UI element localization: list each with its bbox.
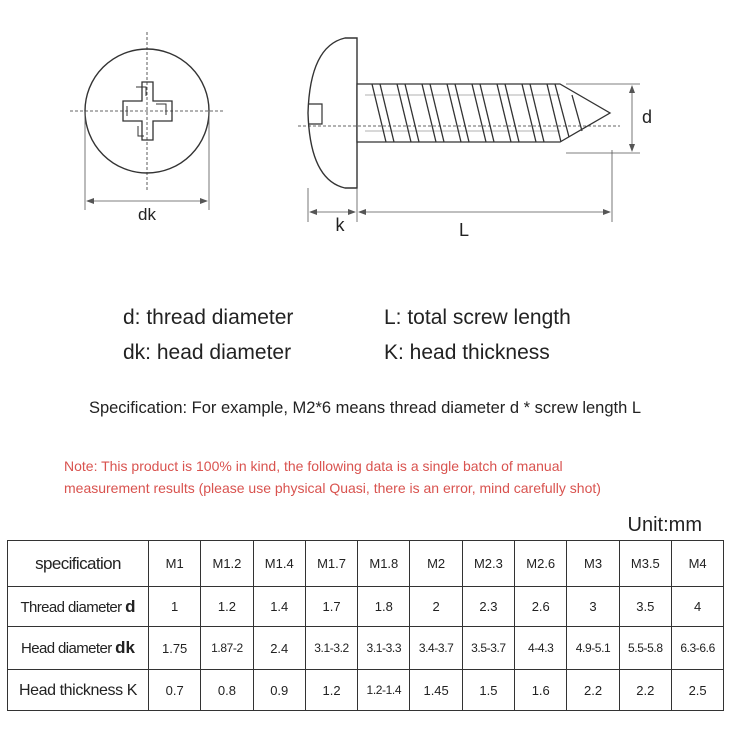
specification-text: Specification: For example, M2*6 means thread diameter d * screw length L	[88, 399, 642, 417]
table-cell: 2.3	[462, 587, 514, 627]
spec-header-cell: M3	[567, 541, 619, 587]
table-cell: 2.2	[619, 670, 671, 711]
spec-header-cell: M2.6	[515, 541, 567, 587]
table-cell: 1.5	[462, 670, 514, 711]
table-cell: 4	[671, 587, 723, 627]
table-cell: 2.4	[253, 627, 305, 670]
table-row	[8, 670, 724, 711]
table-cell: 4.9-5.1	[567, 627, 619, 670]
table-cell: 0.9	[253, 670, 305, 711]
row-label-text: Head diameter	[21, 640, 116, 657]
table-cell: 3.4-3.7	[410, 627, 462, 670]
table-row	[8, 587, 724, 627]
table-cell: 2.2	[567, 670, 619, 711]
unit-label: Unit:mm	[627, 514, 702, 536]
spec-header-cell: M2.3	[462, 541, 514, 587]
legend-head-diameter: dk: head diameter	[123, 341, 292, 364]
table-cell: 1.2	[201, 587, 253, 627]
table-header-row	[8, 541, 724, 587]
legend-head-thickness: K: head thickness	[384, 341, 550, 364]
table-cell: 1.45	[410, 670, 462, 711]
table-cell: 3.1-3.3	[358, 627, 410, 670]
row-label-symbol: d	[125, 596, 136, 616]
table-cell: 3.5	[619, 587, 671, 627]
dk-dimension-label: dk	[138, 205, 156, 224]
spec-header-cell: M3.5	[619, 541, 671, 587]
spec-header-cell: M1	[149, 541, 201, 587]
table-cell: 2.5	[671, 670, 723, 711]
table-cell: 1.8	[358, 587, 410, 627]
table-cell: 4-4.3	[515, 627, 567, 670]
spec-header-cell: M1.7	[305, 541, 357, 587]
table-cell: 1	[149, 587, 201, 627]
table-cell: 1.87-2	[201, 627, 253, 670]
table-cell: 1.6	[515, 670, 567, 711]
table-cell: 1.75	[149, 627, 201, 670]
spec-header-cell: M1.8	[358, 541, 410, 587]
table-cell: 6.3-6.6	[671, 627, 723, 670]
row-label-head-thickness	[8, 670, 149, 711]
table-cell: 0.8	[201, 670, 253, 711]
table-cell: 0.7	[149, 670, 201, 711]
spec-header-cell: M1.2	[201, 541, 253, 587]
row-label-thread-diameter	[8, 587, 149, 627]
table-cell: 3.1-3.2	[305, 627, 357, 670]
header-label: specification	[8, 541, 149, 587]
table-row	[8, 627, 724, 670]
screw-side-view	[298, 38, 640, 222]
table-cell: 3.5-3.7	[462, 627, 514, 670]
table-cell: 1.2	[305, 670, 357, 711]
spec-header-cell: M4	[671, 541, 723, 587]
screw-diagram	[0, 0, 730, 260]
table-cell: 3	[567, 587, 619, 627]
table-cell: 1.2-1.4	[358, 670, 410, 711]
note-line-2: measurement results (please use physical Quasi, there is an error, mind carefully shot)	[64, 480, 601, 496]
l-dimension-label: L	[458, 220, 470, 240]
k-dimension-label: k	[335, 215, 345, 235]
row-label-head-diameter	[8, 627, 149, 670]
table-cell: 2.6	[515, 587, 567, 627]
legend-total-length: L: total screw length	[384, 306, 571, 329]
row-label-symbol: dk	[115, 638, 135, 657]
spec-table	[7, 540, 724, 711]
table-cell: 2	[410, 587, 462, 627]
legend-thread-diameter: d: thread diameter	[123, 306, 294, 329]
head-top-view	[70, 32, 225, 210]
row-label-text: Head thickness K	[18, 682, 138, 699]
table-cell: 1.4	[253, 587, 305, 627]
d-dimension-label: d	[641, 107, 653, 127]
table-cell: 1.7	[305, 587, 357, 627]
row-label-text: Thread diameter	[20, 598, 126, 616]
spec-header-cell: M1.4	[253, 541, 305, 587]
table-cell: 5.5-5.8	[619, 627, 671, 670]
spec-header-cell: M2	[410, 541, 462, 587]
note-line-1: Note: This product is 100% in kind, the following data is a single batch of manual	[64, 458, 563, 474]
